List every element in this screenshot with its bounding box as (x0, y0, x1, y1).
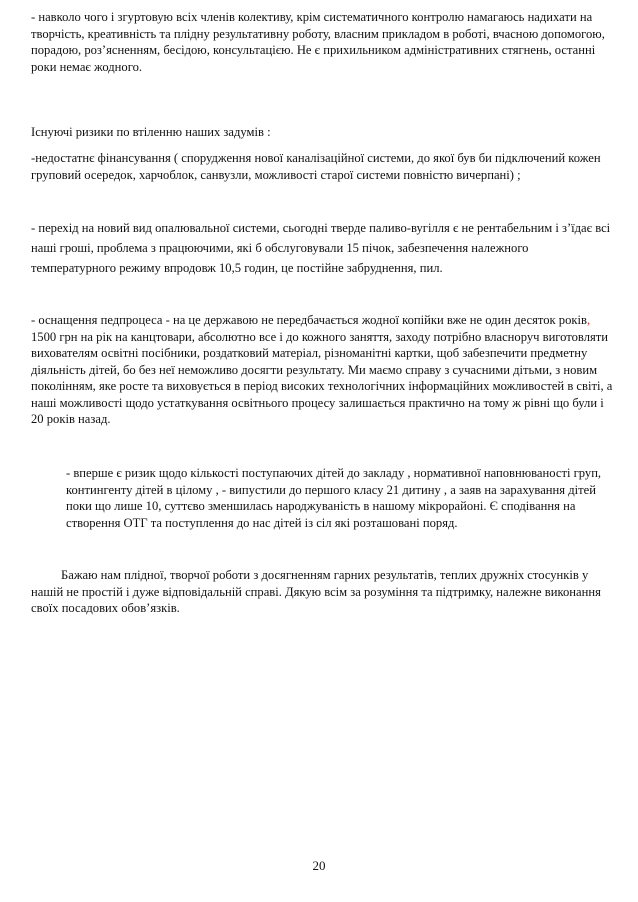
page-number: 20 (312, 858, 326, 873)
equipment-text-part1: - оснащення педпроцеса - на це державою не передбачається жодної копійки вже не один десяток років (31, 313, 587, 327)
paragraph-risk-equipment (31, 312, 613, 428)
paragraph-risk-enrollment: - вперше є ризик щодо кількості поступаючих дітей до закладу , нормативної наповнюваності груп, контингенту дітей в цілому , - випустили до першого класу 21 дитину , а заяв на зарахування дітей поки що лише 10, суттєво зменшилась народжуваність в нашому мікрорайоні. Є сподівання на створення ОТГ та поступлення до нас дітей із сіл які розташовані поряд. (66, 466, 602, 530)
paragraph-intro: - навколо чого і згуртовую всіх членів колективу, крім систематичного контролю намагаюсь надихати на творчість, креативність та плідну результативну роботу, власним прикладом в роботі, вчасною допомогою, порадою, роз’ясненням, бесідою, консультацією. Не є прихильником адміністративних стягнень, останні роки немає жодного. (31, 10, 605, 74)
paragraph-risks-heading: Існуючі ризики по втіленню наших задумів : (31, 125, 271, 139)
paragraph-closing-wishes: Бажаю нам плідної, творчої роботи з досягненням гарних результатів, теплих дружніх стосунків у нашій не простій і дуже відповідальній справі. Дякую всім за розуміння та підтримку, належне виконання своїх посадових обов’язків. (31, 568, 601, 615)
paragraph-risk-funding: -недостатнє фінансування ( спорудження нової каналізаційної системи, до якої був би підключений кожен груповий осередок, харчоблок, санвузли, можливості старої системи повністю вичерпані) ; (31, 151, 601, 182)
equipment-text-part2: 1500 грн на рік на канцтовари, абсолютно все і до кожного заняття, заходу потрібно власноруч виготовляти вихователям освітні посібники, роздатковий матеріал, різноманітні картки, щоб забезпечити предметну діяльність дітей, бо без неї неможливо досягти результату. Ми маємо справу з сучасними дітьми, з новим поколінням, яке росте та виховується в період високих технологічних інформаційних можливостей в світі, а наші можливості щодо устаткування освітнього процесу залишається практично на тому ж рівні що були і 20 років назад. (31, 329, 613, 426)
paragraph-risk-heating: - перехід на новий вид опалювальної системи, сьогодні тверде паливо-вугілля є не рентабельним і з’їдає всі наші гроші, проблема з працюючими, які б обслуговували 15 пічок, забезпечення належного температурного режиму впродовж 10,5 годин, це постійне забруднення, пил. (31, 221, 611, 275)
red-comma: , (586, 313, 591, 327)
